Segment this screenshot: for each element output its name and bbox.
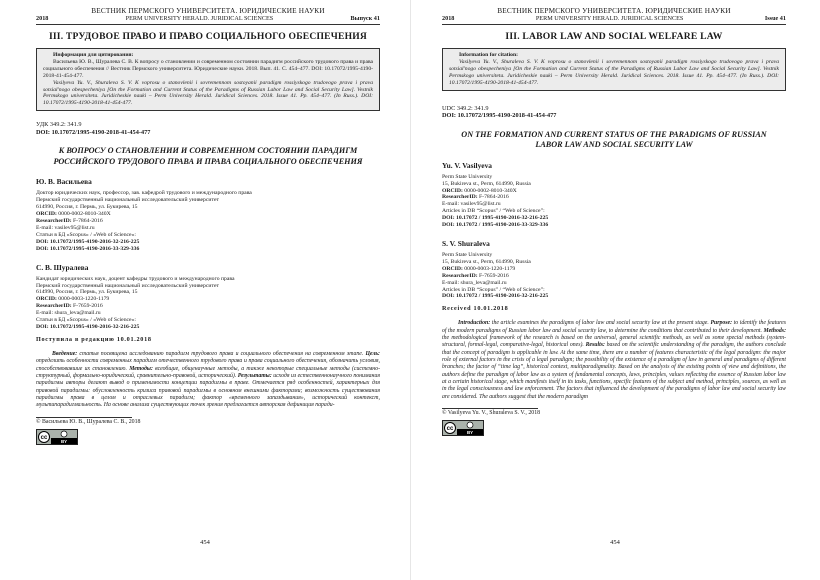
header-issue: Выпуск 41 bbox=[350, 15, 380, 22]
author-position: Кандидат юридических наук, доцент кафедры трудового и международного права bbox=[36, 275, 235, 282]
author-researcher-id: ResearcherID: F-7659-2016 bbox=[36, 303, 103, 310]
author-org: Perm State University bbox=[442, 251, 493, 258]
author-orcid: ORCID: 0000-0002-8010-340X bbox=[36, 211, 111, 218]
article-doi: DOI: 10.17072/1995-4190-2018-41-454-477 bbox=[442, 112, 557, 120]
author-doi-2: DOI: 10.17072 / 1995-4190-2016-33-329-336 bbox=[442, 222, 549, 229]
author-orcid: ORCID: 0000-0002-8010-340X bbox=[442, 187, 517, 194]
cc-by-icon-graphic bbox=[443, 421, 483, 435]
author-articles-label: Статьи в БД «Scopus» / «Web of Science»: bbox=[36, 231, 137, 238]
citation-en: Vasilyeva Yu. V., Shuraleva S. V. K voprosu o stanovlenii i sovremennom sostoyanii paradigm rossiyskogo trudovogo prava i prava sotsial'nogo obespecheniya [On the Formation and Current Status of the Paradigms of Russian Labor Law and Social Security Law]. Vestnik Permskogo universiteta. Juridicheskie nauki – Perm University Herald. Juridical Sciences. 2018. Issue 41. Pp. 454–477. (In Russ.). DOI: 10.17072/1995-4190-2018-41-454-477. bbox=[449, 58, 779, 86]
citation-ru: Васильева Ю. В., Шуралева С. В. К вопросу о становлении и современном состоянии парадигм российского трудового права и права социального обеспечения // Вестник Пермского университета. Юридические науки. 2018. Вып. 41. C. 454–477. DOI: 10.17072/1995-4190-2018-41-454-477. bbox=[43, 58, 373, 79]
author-address: 15, Bukireva st., Perm, 614990, Russia bbox=[442, 258, 531, 265]
author-doi-1: DOI: 10.17072 / 1995-4190-2016-32-216-225 bbox=[442, 293, 549, 300]
author-email: E-mail: vasilev95@list.ru bbox=[442, 201, 501, 208]
author-orcid: ORCID: 0000-0003-1220-1179 bbox=[36, 296, 110, 303]
author-articles-label: Articles in DB “Scopus” / “Web of Science”: bbox=[442, 286, 545, 293]
cc-label: cc bbox=[40, 434, 48, 441]
author-doi-1: DOI: 10.17072/1995-4190-2016-32-216-225 bbox=[36, 238, 140, 245]
author-doi-1: DOI: 10.17072/1995-4190-2016-32-216-225 bbox=[36, 323, 140, 330]
cc-label: cc bbox=[446, 426, 454, 433]
running-header bbox=[442, 15, 786, 25]
cc-by-license-icon bbox=[36, 429, 78, 445]
received-date: Received 10.01.2018 bbox=[442, 305, 509, 313]
author-researcher-id: ResearcherID: F-7864-2016 bbox=[36, 218, 103, 225]
footnote-rule bbox=[442, 408, 538, 409]
author-researcher-id: ResearcherID: F-7864-2016 bbox=[442, 194, 509, 201]
received-date: Поступила в редакцию 10.01.2018 bbox=[36, 335, 152, 343]
cc-by-icon-graphic bbox=[37, 430, 77, 444]
section-title: III. ТРУДОВОЕ ПРАВО И ПРАВО СОЦИАЛЬНОГО ОБЕСПЕЧЕНИЯ bbox=[48, 31, 368, 42]
header-journal: PERM UNIVERSITY HERALD. JURIDICAL SCIENCES bbox=[125, 15, 274, 22]
footnote-rule bbox=[36, 417, 132, 418]
citation-caption: Information for citation: bbox=[459, 52, 518, 58]
author-org: Пермский государственный национальный исследовательский университет bbox=[36, 197, 219, 204]
by-label: BY bbox=[60, 438, 68, 444]
udc-block bbox=[36, 121, 380, 136]
section-title: III. LABOR LAW AND SOCIAL WELFARE LAW bbox=[505, 31, 723, 42]
header-journal: PERM UNIVERSITY HERALD. JURIDICAL SCIENCES bbox=[535, 15, 684, 22]
copyright: © Васильева Ю. В., Шуралева С. В., 2018 bbox=[36, 418, 141, 425]
page-number: 454 bbox=[610, 539, 620, 546]
abstract: Введение: статья посвящена исследованию парадигм трудового права и социального обеспечения на современном этапе. Цель: определить особенности современных парадигм отечественного трудового права и права социального обеспечения, обозначить условия, способствовавшие их становлению. Методы: всеобщие, общенаучные методы, а также некоторые специальные методы (системно-структурный, формально-юридический, сравнительно-правовой, исторический). Результаты: исходя из естественнонаучного понимания парадигмы авторы делают вывод о применимости концепции парадигмы в праве. Отмечается ряд особенностей, характерных для правовой парадигмы: обусловленность кризиса правовой парадигмы в основном внешними факторами; возможность существования парадигмы права в целом и отраслевых парадигм; фактор «временного запаздывания», исторический контекст, мультипарадигмальность. На основе анализа существующих точек зрения предлагается авторская дефиниция паради- bbox=[36, 350, 381, 409]
author-affiliation bbox=[442, 252, 786, 300]
author-address: 15, Bukireva st., Perm, 614990, Russia bbox=[442, 180, 531, 187]
udc: УДК 349.2: 341.9 bbox=[36, 121, 82, 129]
author-address: 614990, Россия, г. Пермь, ул. Букирева, 15 bbox=[36, 289, 138, 296]
page-right bbox=[410, 0, 820, 580]
author-org: Perm State University bbox=[442, 173, 493, 180]
article-title: К ВОПРОСУ О СТАНОВЛЕНИИ И СОВРЕМЕННОМ СОСТОЯНИИ ПАРАДИГМ РОССИЙСКОГО ТРУДОВОГО ПРАВА И ПРАВА СОЦИАЛЬНОГО ОБЕСПЕЧЕНИЯ bbox=[53, 146, 363, 166]
article-title: ON THE FORMATION AND CURRENT STATUS OF THE PARADIGMS OF RUSSIAN LABOR LAW AND SOCIAL SECURITY LAW bbox=[461, 129, 767, 150]
author-email: E-mail: shura_leva@mail.ru bbox=[442, 279, 507, 286]
author-articles-label: Articles in DB “Scopus” / “Web of Science”: bbox=[442, 208, 545, 215]
citation-box bbox=[442, 48, 786, 91]
author-name: Ю. В. Васильева bbox=[36, 177, 92, 187]
author-org: Пермский государственный национальный исследовательский университет bbox=[36, 282, 219, 289]
citation-box bbox=[36, 48, 380, 111]
running-header-title: ВЕСТНИК ПЕРМСКОГО УНИВЕРСИТЕТА. ЮРИДИЧЕСКИЕ НАУКИ bbox=[497, 6, 731, 15]
abstract: Introduction: the article examines the paradigms of labor law and social security law at the present stage. Purpose: to identify the features of the modern paradigms of Russian labor law and social security law, to determine the conditions that contributed to their development. Methods: the methodological framework of the research is based on the universal, general scientific methods, as well as some special methods (system-structural, formal-legal, comparative-legal, historical ones). Results: based on the scientific understanding of the paradigm, the authors conclude that the concept of paradigm is applicable in law. At the same time, there are a number of features characteristic of the legal paradigm: the major role of external factors in the crisis of a legal paradigm; the possibility of the existence of a paradigm of law in general and paradigms of different branches; the factor of “time lag”, historical context, multiparadigmality. Based on the analysis of the existing points of view and definitions, the authors define the paradigm of labor law as a system of fundamental concepts, laws, principles, values reflecting the essence of Russian labor law at a certain historical stage, which manifests itself in its tasks, functions, specific features of the subject and method, principles, sources, as well as in the legal consciousness and law enforcement. The factors that influenced the development of the paradigms of labor law and social security law are considered. The authors suggest that the modern paradigm bbox=[442, 320, 787, 400]
author-name: С. В. Шуралева bbox=[36, 262, 89, 272]
author-affiliation bbox=[36, 276, 380, 331]
author-doi-2: DOI: 10.17072/1995-4190-2016-33-329-336 bbox=[36, 245, 140, 252]
author-articles-label: Статьи в БД «Scopus» / «Web of Science»: bbox=[36, 317, 137, 324]
article-doi: DOI: 10.17072/1995-4190-2018-41-454-477 bbox=[36, 128, 151, 136]
citation-caption: Информация для цитирования: bbox=[53, 52, 134, 58]
running-header-title: ВЕСТНИК ПЕРМСКОГО УНИВЕРСИТЕТА. ЮРИДИЧЕСКИЕ НАУКИ bbox=[91, 6, 325, 15]
author-affiliation bbox=[36, 190, 380, 252]
author-name: S. V. Shuraleva bbox=[442, 238, 490, 248]
header-issue: Issue 41 bbox=[764, 15, 786, 22]
author-name: Yu. V. Vasilyeva bbox=[442, 160, 492, 170]
udc: UDC 349.2: 341.9 bbox=[442, 104, 489, 112]
author-address: 614990, Россия, г. Пермь, ул. Букирева, 15 bbox=[36, 204, 138, 211]
author-affiliation bbox=[442, 174, 786, 229]
cc-by-license-icon bbox=[442, 420, 484, 436]
udc-block bbox=[442, 105, 786, 120]
by-label: BY bbox=[466, 430, 474, 436]
author-email: E-mail: vasilev95@list.ru bbox=[36, 224, 95, 231]
header-year: 2018 bbox=[442, 15, 455, 22]
author-doi-1: DOI: 10.17072 / 1995-4190-2016-32-216-225 bbox=[442, 215, 549, 222]
running-header bbox=[36, 15, 380, 25]
page-number: 454 bbox=[200, 539, 210, 546]
author-orcid: ORCID: 0000-0003-1220-1179 bbox=[442, 265, 516, 272]
author-email: E-mail: shura_leva@mail.ru bbox=[36, 310, 101, 317]
author-researcher-id: ResearcherID: F-7659-2016 bbox=[442, 272, 509, 279]
copyright: © Vasilyeva Yu. V., Shuraleva S. V., 2018 bbox=[442, 410, 541, 417]
author-position: Доктор юридических наук, профессор, зав. кафедрой трудового и международного права bbox=[36, 190, 252, 197]
header-year: 2018 bbox=[36, 15, 49, 22]
citation-en: Vasilyeva Yu. V., Shuraleva S. V. K voprosu o stanovlenii i sovremennom sostoyanii paradigm rossiyskogo trudovogo prava i prava sotsial'nogo obespecheniya [On the Formation and Current Status of the Paradigms of Russian Labor Law and Social Security Law]. Vestnik Permskogo universiteta. Juridicheskie nauki – Perm University Herald. Juridical Sciences. 2018. Issue 41. Pp. 454–477. (In Russ.). DOI: 10.17072/1995-4190-2018-41-454-477. bbox=[43, 79, 373, 107]
